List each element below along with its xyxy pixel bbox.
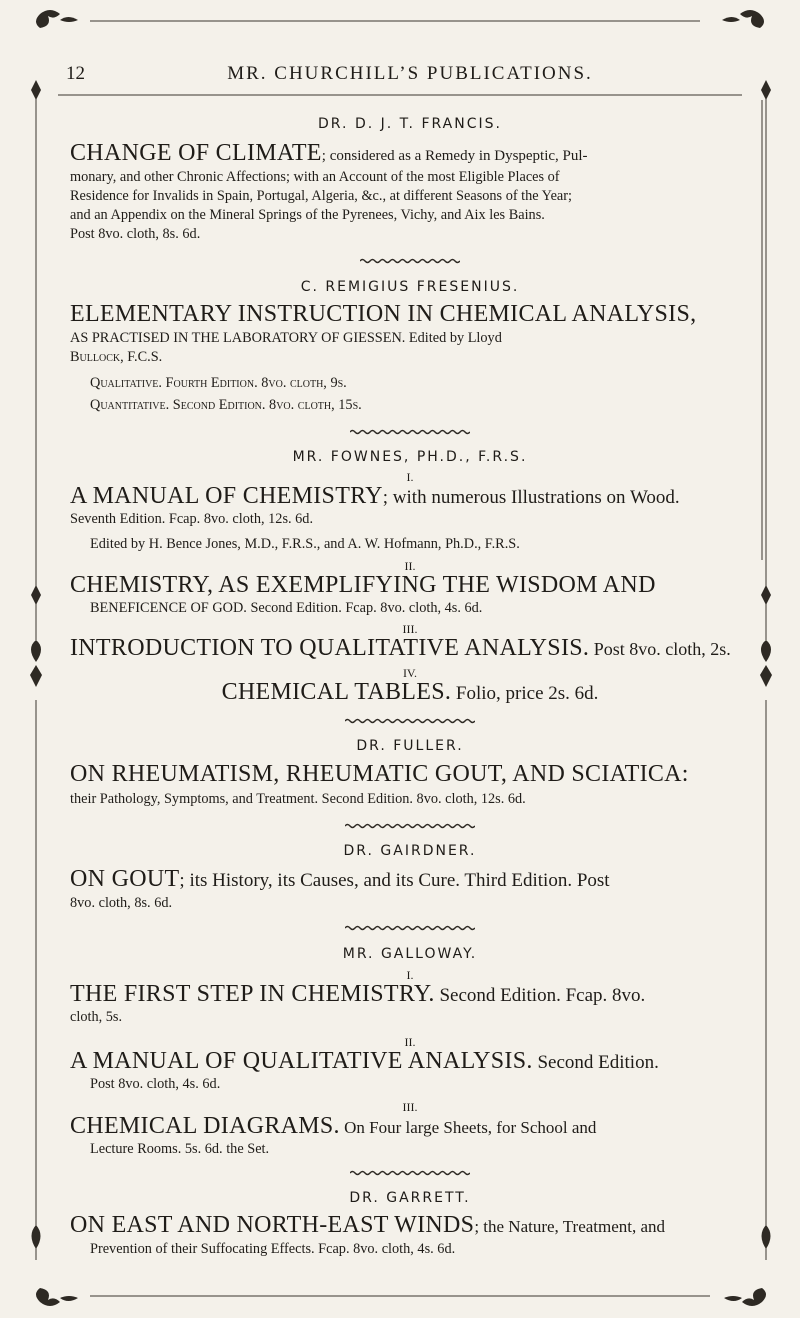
author-heading: DR. GAIRDNER. — [343, 843, 477, 859]
item-number: II. — [404, 559, 416, 573]
item-number: II. — [404, 1035, 416, 1049]
book-description: Post 8vo. cloth, 4s. 6d. — [90, 1076, 221, 1092]
book-title: CHEMISTRY, AS EXEMPLIFYING THE WISDOM AND — [70, 572, 656, 598]
item-number: III. — [402, 622, 418, 636]
wavy-rule-icon — [70, 429, 750, 435]
book-entry — [70, 678, 750, 708]
book-description: and an Appendix on the Mineral Springs of the Pyrenees, Vichy, and Aix les Bains. — [70, 207, 545, 223]
book-title: ELEMENTARY INSTRUCTION IN CHEMICAL ANALYSIS, — [70, 301, 697, 327]
wavy-rule-icon — [70, 1170, 750, 1176]
book-description: Post 8vo. cloth, 2s. — [589, 639, 731, 659]
book-entry — [70, 139, 750, 170]
book-description: ; considered as a Remedy in Dyspeptic, Pul- — [321, 148, 588, 164]
item-number: IV. — [402, 666, 418, 680]
book-description: ; with numerous Illustrations on Wood. — [382, 487, 680, 508]
book-description: Edited by H. Bence Jones, M.D., F.R.S., and A. W. Hofmann, Ph.D., F.R.S. — [90, 536, 520, 552]
book-description: Second Edition. — [532, 1052, 659, 1073]
book-description: Prevention of their Suffocating Effects. Fcap. 8vo. cloth, 4s. 6d. — [90, 1241, 456, 1257]
book-description: Lecture Rooms. 5s. 6d. the Set. — [90, 1141, 270, 1157]
book-description: 8vo. cloth, 8s. 6d. — [70, 895, 173, 911]
edition-line: Quantitative. Second Edition. 8vo. cloth, 15s. — [90, 397, 362, 413]
wavy-rule-icon — [70, 258, 750, 264]
page-number: 12 — [66, 63, 85, 84]
author-heading: DR. GARRETT. — [349, 1190, 471, 1206]
book-title: THE FIRST STEP IN CHEMISTRY. — [70, 981, 435, 1007]
book-title: ON RHEUMATISM, RHEUMATIC GOUT, AND SCIATICA: — [70, 761, 689, 787]
running-header: MR. CHURCHILL’S PUBLICATIONS. — [227, 63, 593, 84]
book-title: CHEMICAL TABLES. — [221, 679, 452, 705]
book-title: ON GOUT — [70, 866, 180, 892]
book-description: Folio, price 2s. 6d. — [451, 683, 599, 704]
author-heading: C. REMIGIUS FRESENIUS. — [300, 279, 520, 295]
book-description: Bullock, F.C.S. — [70, 349, 163, 365]
book-entry — [70, 865, 750, 895]
book-entry — [70, 634, 750, 663]
author-heading: MR. GALLOWAY. — [342, 946, 478, 962]
book-description: their Pathology, Symptoms, and Treatment. Second Edition. 8vo. cloth, 12s. 6d. — [70, 791, 526, 807]
book-title: CHANGE OF CLIMATE — [70, 140, 322, 166]
item-number: III. — [402, 1100, 418, 1114]
author-heading: DR. FULLER. — [356, 738, 464, 754]
book-description: ; the Nature, Treatment, and — [474, 1217, 666, 1236]
book-description: AS PRACTISED IN THE LABORATORY OF GIESSEN. Edited by Lloyd — [70, 330, 502, 346]
book-entry — [70, 980, 750, 1010]
book-description: Post 8vo. cloth, 8s. 6d. — [70, 226, 201, 242]
book-title: CHEMICAL DIAGRAMS. — [70, 1113, 340, 1139]
wavy-rule-icon — [70, 925, 750, 931]
book-description: Seventh Edition. Fcap. 8vo. cloth, 12s. 6d. — [70, 511, 314, 527]
item-number: I. — [406, 968, 414, 982]
book-description: On Four large Sheets, for School and — [339, 1118, 597, 1137]
book-entry — [70, 1047, 750, 1077]
book-entry — [70, 482, 750, 512]
author-heading: MR. FOWNES, PH.D., F.R.S. — [292, 449, 528, 465]
book-entry — [70, 1211, 750, 1241]
book-description: Residence for Invalids in Spain, Portugal, Algeria, &c., at different Seasons of the Year; — [70, 188, 573, 204]
wavy-rule-icon — [70, 823, 750, 829]
book-entry — [70, 1112, 750, 1142]
book-title: INTRODUCTION TO QUALITATIVE ANALYSIS. — [70, 635, 590, 661]
book-title: A MANUAL OF QUALITATIVE ANALYSIS. — [70, 1048, 533, 1074]
book-description: cloth, 5s. — [70, 1009, 123, 1025]
book-description: monary, and other Chronic Affections; with an Account of the most Eligible Places of — [70, 169, 560, 185]
book-description: ; its History, its Causes, and its Cure. Third Edition. Post — [179, 870, 610, 891]
book-description: Second Edition. Fcap. 8vo. — [434, 985, 646, 1006]
wavy-rule-icon — [70, 718, 750, 724]
author-heading: DR. D. J. T. FRANCIS. — [318, 116, 502, 132]
item-number: I. — [406, 470, 414, 484]
book-description: BENEFICENCE OF GOD. Second Edition. Fcap. 8vo. cloth, 4s. 6d. — [90, 600, 483, 616]
edition-line: Qualitative. Fourth Edition. 8vo. cloth, 9s. — [90, 375, 347, 391]
book-title: ON EAST AND NORTH-EAST WINDS — [70, 1212, 475, 1238]
book-title: A MANUAL OF CHEMISTRY — [70, 483, 383, 509]
